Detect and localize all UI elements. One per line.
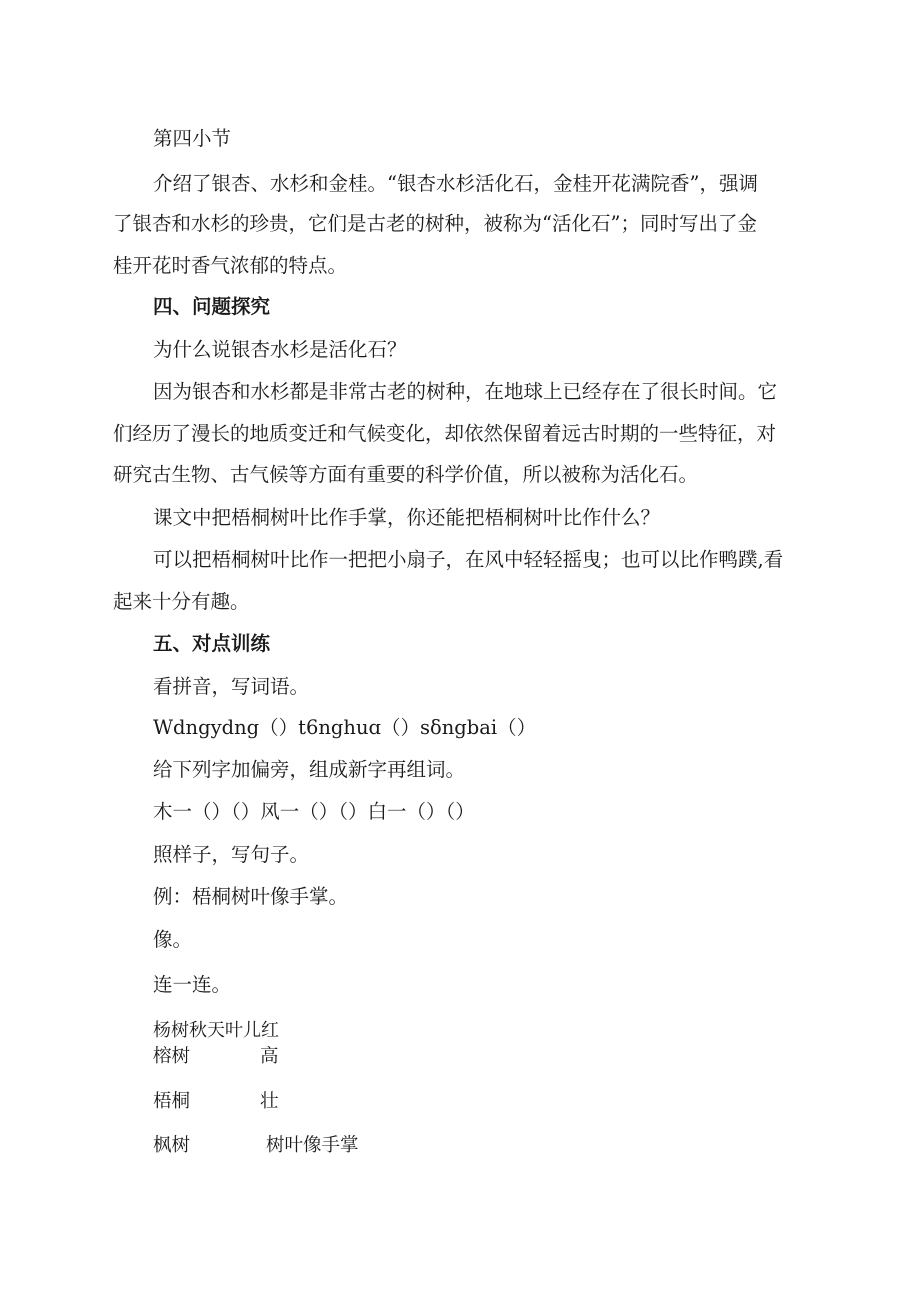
paragraph-line: 介绍了银杏、水杉和金桂。“银杏水杉活化石，金桂开花满院香”，强调 bbox=[153, 172, 758, 195]
answer-line: 们经历了漫长的地质变迁和气候变化，却依然保留着远古时期的一些特征，对 bbox=[113, 422, 777, 445]
exercise-prompt: 连一连。 bbox=[153, 973, 232, 996]
exercise-prompt: 看拼音，写词语。 bbox=[153, 675, 310, 698]
subsection-title: 第四小节 bbox=[153, 127, 232, 150]
answer-line: 因为银杏和水杉都是非常古老的树种，在地球上已经存在了很长时间。它 bbox=[153, 380, 778, 403]
section-heading-training: 五、对点训练 bbox=[153, 632, 271, 655]
match-right: 树叶像手掌 bbox=[266, 1135, 359, 1156]
exercise-prompt: 给下列字加偏旁，组成新字再组词。 bbox=[153, 758, 466, 781]
paragraph-line: 了银杏和水杉的珍贵，它们是古老的树种，被称为“活化石”；同时写出了金 bbox=[113, 212, 757, 235]
match-left: 榕树 bbox=[153, 1046, 191, 1067]
paragraph-line: 桂开花时香气浓郁的特点。 bbox=[113, 254, 348, 277]
exercise-example: 例：梧桐树叶像手掌。 bbox=[153, 885, 349, 908]
answer-line: 研究古生物、古气候等方面有重要的科学价值，所以被称为活化石。 bbox=[113, 463, 699, 486]
match-left: 枫树 bbox=[153, 1135, 191, 1156]
answer-line: 起来十分有趣。 bbox=[113, 590, 250, 613]
answer-line: 可以把梧桐树叶比作一把把小扇子，在风中轻轻摇曳；也可以比作鸭蹼,看 bbox=[153, 548, 784, 571]
exercise-prompt: 照样子，写句子。 bbox=[153, 843, 310, 866]
section-heading-inquiry: 四、问题探究 bbox=[153, 295, 271, 318]
exercise-items: 木一（）（）风一（）（）白一（）（） bbox=[153, 800, 475, 823]
exercise-blank: 像。 bbox=[153, 928, 193, 951]
question-line: 为什么说银杏水杉是活化石？ bbox=[153, 338, 407, 361]
exercise-items: Wdngydng（）t6nghuɑ（）sδngbai（） bbox=[153, 716, 537, 739]
match-right: 高 bbox=[260, 1046, 279, 1067]
match-left: 梧桐 bbox=[153, 1091, 191, 1112]
question-line: 课文中把梧桐树叶比作手掌，你还能把梧桐树叶比作什么？ bbox=[153, 506, 661, 529]
match-right: 壮 bbox=[260, 1091, 279, 1112]
match-line: 杨树秋天叶儿红 bbox=[153, 1020, 279, 1041]
